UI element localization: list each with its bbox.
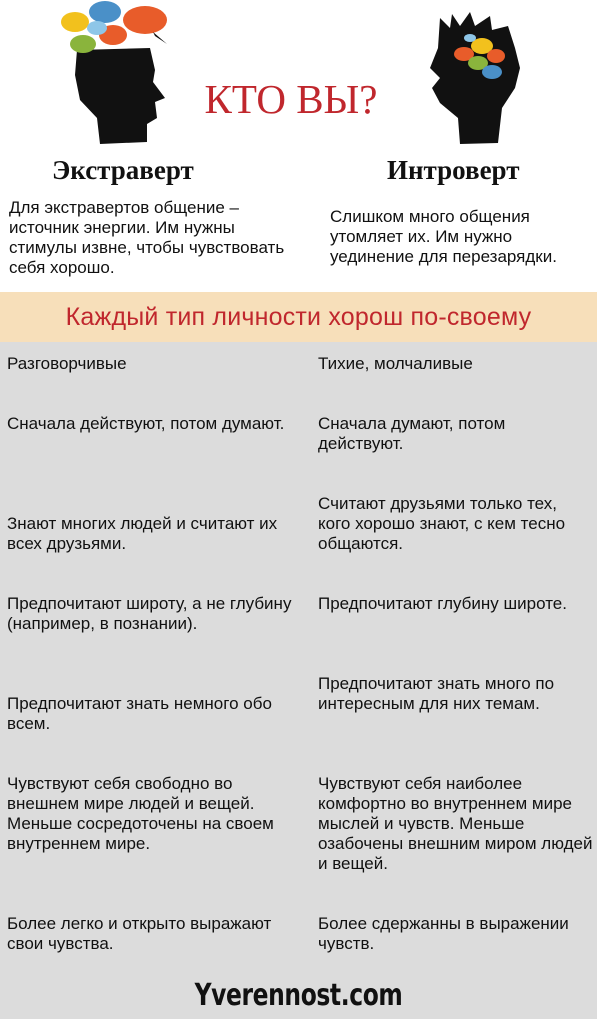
banner bbox=[0, 292, 597, 342]
introvert-trait: Предпочитают глубину широте. bbox=[318, 594, 567, 613]
banner-text: Каждый тип личности хорош по-своему bbox=[65, 303, 532, 331]
introvert-trait: Считают друзьями только тех, кого хорошо знают, с кем тесно общаются. bbox=[318, 494, 566, 553]
introvert-trait: Предпочитают знать много по интересным для них темам. bbox=[318, 674, 555, 713]
extrovert-heading: Экстраверт bbox=[52, 155, 194, 185]
introvert-trait: Тихие, молчаливые bbox=[318, 354, 473, 373]
extrovert-trait: Предпочитают широту, а не глубину (например, в познании). bbox=[7, 594, 292, 633]
site-watermark: Yverennost.com bbox=[194, 978, 403, 1013]
introvert-trait: Более сдержанны в выражении чувств. bbox=[318, 914, 569, 953]
extrovert-trait: Более легко и открыто выражают свои чувства. bbox=[7, 914, 272, 953]
page-title: КТО ВЫ? bbox=[204, 76, 378, 122]
introvert-trait: Чувствуют себя наиболее комфортно во внутреннем мире мыслей и чувств. Меньше озабочены внешним миром людей и вещей. bbox=[318, 774, 593, 873]
extrovert-trait: Знают многих людей и считают их всех друзьями. bbox=[7, 514, 278, 553]
introvert-description: Слишком много общения утомляет их. Им нужно уединение для перезарядки. bbox=[330, 207, 557, 266]
extrovert-trait: Разговорчивые bbox=[7, 354, 127, 373]
head-silhouette-with-inner-bubbles-icon bbox=[420, 8, 535, 150]
head-silhouette-with-speech-bubbles-icon bbox=[55, 0, 180, 150]
extrovert-trait: Предпочитают знать немного обо всем. bbox=[7, 694, 272, 733]
extrovert-trait: Сначала действуют, потом думают. bbox=[7, 414, 285, 433]
header bbox=[0, 0, 597, 292]
extrovert-description: Для экстравертов общение – источник энергии. Им нужны стимулы извне, чтобы чувствовать себя хорошо. bbox=[9, 198, 285, 277]
introvert-trait: Сначала думают, потом действуют. bbox=[318, 414, 506, 453]
comparison-section bbox=[0, 342, 597, 1019]
extrovert-trait: Чувствуют себя свободно во внешнем мире людей и вещей. Меньше сосредоточены на своем внутреннем мире. bbox=[7, 774, 274, 853]
introvert-heading: Интроверт bbox=[387, 155, 520, 185]
